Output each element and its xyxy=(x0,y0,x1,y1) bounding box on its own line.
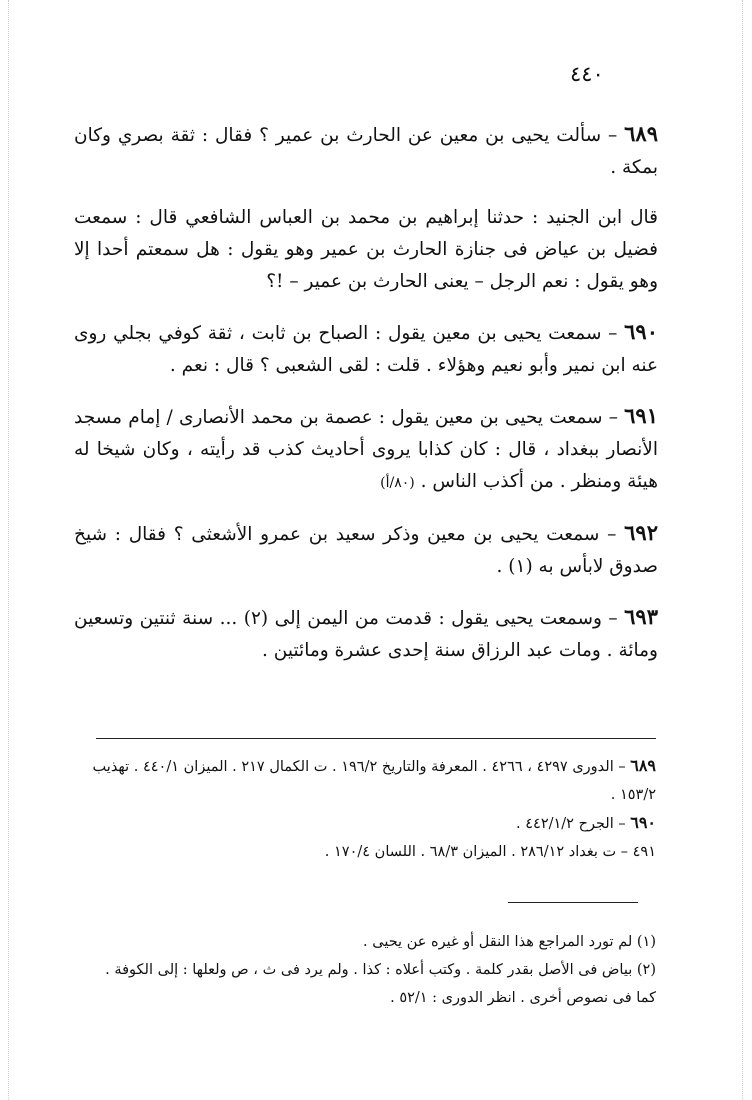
reference-number: ٦٨٩ xyxy=(630,756,656,775)
footnote-1: (١) لم تورد المراجع هذا النقل أو غيره عن يحيى . xyxy=(363,934,656,950)
entry-number: ٦٨٩ xyxy=(624,121,658,146)
entry-text: – سمعت يحيى بن معين وذكر سعيد بن عمرو الأشعثى ؟ فقال : شيخ صدوق لابأس به (١) . xyxy=(74,524,658,577)
entry-number: ٦٩١ xyxy=(624,403,658,428)
page-number: ٤٤٠ xyxy=(570,62,604,86)
reference-691 xyxy=(90,838,656,866)
entry-691 xyxy=(74,400,658,499)
reference-number: ٦٩٠ xyxy=(630,813,656,832)
reference-text: – الجرح ٤٤٢/١/٢ . xyxy=(516,816,631,832)
scan-edge-mark xyxy=(742,0,743,1100)
folio-margin-note: (٨٠/أ) xyxy=(380,475,415,491)
entry-number: ٦٩٠ xyxy=(624,319,658,344)
entry-693 xyxy=(74,601,658,667)
entry-text: قال ابن الجنيد : حدثنا إبراهيم بن محمد بن العباس الشافعي قال : سمعت فضيل بن عياض فى جنازة الحارث بن عمير وهو يقول : هل سمعتم أحدا إلا وهو يقول : نعم الرجل – يعنى الحارث بن عمير – !؟ xyxy=(74,207,658,292)
entry-number: ٦٩٢ xyxy=(624,520,658,545)
reference-text: ٤٩١ – ت بغداد ٢٨٦/١٢ . الميزان ٦٨/٣ . اللسان ١٧٠/٤ . xyxy=(324,844,656,860)
reference-689 xyxy=(90,752,656,809)
entry-text: – سألت يحيى بن معين عن الحارث بن عمير ؟ فقال : ثقة بصري وكان بمكة . xyxy=(74,125,658,178)
footnotes-divider xyxy=(508,902,638,903)
reference-690 xyxy=(90,809,656,838)
entry-text: – سمعت يحيى بن معين يقول : عصمة بن محمد الأنصارى / إمام مسجد الأنصار ببغداد ، قال : كان كذابا يروى أحاديث كذب قد رأيته ، وكان شيخا له هيئة ومنظر . من أكذب الناس . xyxy=(74,407,658,492)
entry-text: – سمعت يحيى بن معين يقول : الصباح بن ثابت ، ثقة كوفي بجلي روى عنه ابن نمير وأبو نعيم وهؤلاء . قلت : لقى الشعبى ؟ قال : نعم . xyxy=(74,323,658,376)
footnotes-section xyxy=(90,928,656,1012)
main-text xyxy=(74,118,658,685)
entry-692 xyxy=(74,517,658,583)
entry-text: – وسمعت يحيى يقول : قدمت من اليمن إلى (٢) ... سنة ثنتين وتسعين ومائة . ومات عبد الرزاق سنة إحدى عشرة ومائتين . xyxy=(74,608,658,661)
footnote-2: (٢) بياض فى الأصل بقدر كلمة . وكتب أعلاه : كذا . ولم يرد فى ث ، ص ولعلها : إلى الكوفة . كما فى نصوص أخرى . انظر الدورى : ٥٢/١ . xyxy=(105,962,656,1006)
entry-689 xyxy=(74,118,658,184)
entry-continuation xyxy=(74,202,658,298)
reference-text: – الدورى ٤٢٩٧ ، ٤٢٦٦ . المعرفة والتاريخ ١٩٦/٢ . ت الكمال ٢١٧ . الميزان ٤٤٠/١ . تهذيب ١٥٣/٢ . xyxy=(92,759,656,803)
references-section xyxy=(90,752,656,866)
scan-edge-mark xyxy=(8,0,9,1100)
entry-690 xyxy=(74,316,658,382)
references-divider xyxy=(96,738,656,739)
entry-number: ٦٩٣ xyxy=(624,604,658,629)
